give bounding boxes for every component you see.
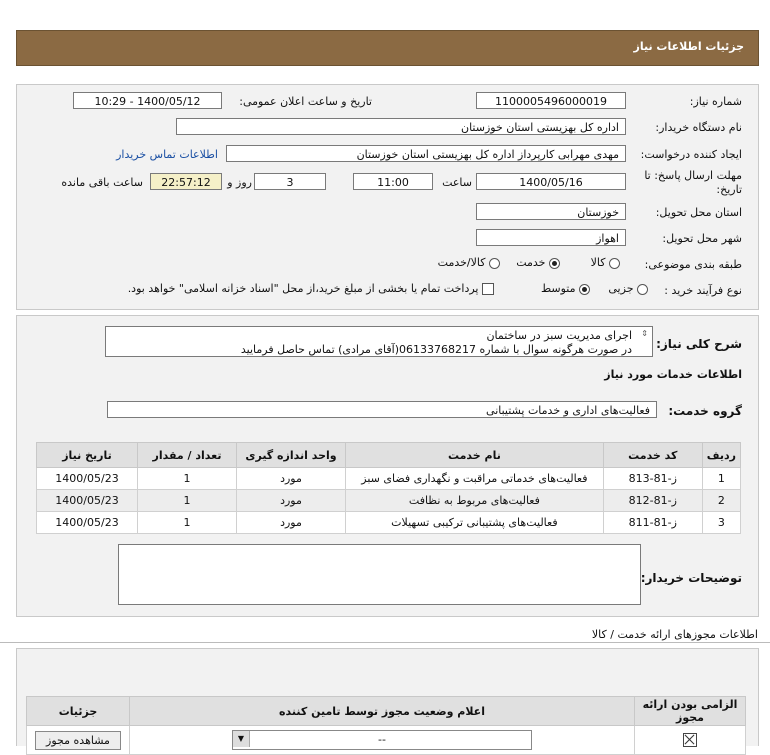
service-group-label: گروه خدمت: bbox=[668, 404, 742, 418]
row-index: 2 bbox=[702, 490, 740, 512]
row-date: 1400/05/23 bbox=[37, 512, 138, 534]
row-qty: 1 bbox=[138, 468, 237, 490]
category-service-label: خدمت bbox=[516, 256, 546, 269]
col-unit: واحد اندازه گیری bbox=[237, 443, 346, 468]
general-line-2: در صورت هرگونه سوال با شماره 06133768217(آقای مرادی) تماس حاصل فرمایید bbox=[240, 343, 632, 356]
need-number-label: شماره نیاز: bbox=[689, 95, 742, 108]
services-section-title: اطلاعات خدمات مورد نیاز bbox=[604, 368, 742, 381]
process-option-medium[interactable] bbox=[541, 282, 590, 295]
buyer-contact-link[interactable]: اطلاعات تماس خریدار bbox=[116, 148, 218, 161]
process-minor-label: جزیی bbox=[608, 282, 634, 295]
process-option-minor[interactable] bbox=[608, 282, 648, 295]
announce-label: تاریخ و ساعت اعلان عمومی: bbox=[239, 95, 372, 108]
row-name: فعالیت‌های خدماتی مراقبت و نگهداری فضای سبز bbox=[346, 468, 604, 490]
row-code: ز-81-811 bbox=[603, 512, 702, 534]
page-title: جزئیات اطلاعات نیاز bbox=[633, 40, 744, 53]
services-table-header bbox=[37, 443, 741, 468]
col-qty: تعداد / مقدار bbox=[138, 443, 237, 468]
permit-status-cell bbox=[130, 726, 635, 755]
col-code: کد خدمت bbox=[603, 443, 702, 468]
row-date: 1400/05/23 bbox=[37, 468, 138, 490]
permit-required-cell bbox=[635, 726, 746, 755]
buyer-label: نام دستگاه خریدار: bbox=[655, 121, 742, 134]
permit-details-cell bbox=[27, 726, 130, 755]
col-name: نام خدمت bbox=[346, 443, 604, 468]
row-index: 1 bbox=[702, 468, 740, 490]
table-row bbox=[37, 490, 741, 512]
row-unit: مورد bbox=[237, 468, 346, 490]
requester-label: ایجاد کننده درخواست: bbox=[640, 148, 742, 161]
category-goods-label: کالا bbox=[590, 256, 606, 269]
buyer-notes-label: توضیحات خریدار: bbox=[640, 571, 742, 585]
remaining-label: ساعت باقی مانده bbox=[61, 176, 143, 189]
row-code: ز-81-813 bbox=[603, 468, 702, 490]
buyer-notes-box bbox=[118, 544, 641, 605]
scroll-arrows-icon[interactable]: ⇕ bbox=[641, 329, 648, 338]
col-permit-required: الزامی بودن ارائه مجوز bbox=[635, 697, 746, 726]
province-label: استان محل تحویل: bbox=[655, 206, 742, 219]
col-permit-details: جزئیات bbox=[27, 697, 130, 726]
deadline-time-label: ساعت bbox=[442, 176, 472, 189]
col-date: تاریخ نیاز bbox=[37, 443, 138, 468]
general-line-1: اجرای مدیریت سبز در ساختمان bbox=[486, 329, 632, 342]
service-group-field: فعالیت‌های اداری و خدمات پشتیبانی bbox=[107, 401, 657, 418]
table-row bbox=[37, 512, 741, 534]
services-table bbox=[36, 442, 741, 534]
row-date: 1400/05/23 bbox=[37, 490, 138, 512]
treasury-payment-option[interactable] bbox=[128, 282, 494, 295]
days-remaining-field: 3 bbox=[254, 173, 326, 190]
category-option-goods[interactable] bbox=[591, 256, 620, 269]
general-description-box bbox=[105, 326, 653, 357]
category-service-radio[interactable] bbox=[549, 258, 560, 269]
remaining-time-field: 22:57:12 bbox=[150, 173, 222, 190]
category-label: طبقه بندی موضوعی: bbox=[644, 258, 742, 271]
process-label: نوع فرآیند خرید : bbox=[664, 284, 742, 297]
process-medium-radio[interactable] bbox=[579, 284, 590, 295]
treasury-checkbox[interactable] bbox=[482, 283, 494, 295]
deadline-label: مهلت ارسال پاسخ: تا تاریخ: bbox=[644, 169, 742, 196]
divider bbox=[0, 642, 770, 643]
buyer-field: اداره کل بهزیستی استان خوزستان bbox=[176, 118, 626, 135]
category-option-both[interactable] bbox=[438, 256, 500, 269]
row-unit: مورد bbox=[237, 490, 346, 512]
col-permit-status: اعلام وضعیت مجوز توسط تامین کننده bbox=[130, 697, 635, 726]
province-field: خوزستان bbox=[476, 203, 626, 220]
row-code: ز-81-812 bbox=[603, 490, 702, 512]
row-index: 3 bbox=[702, 512, 740, 534]
permit-row bbox=[27, 726, 746, 755]
permit-status-value: -- bbox=[378, 733, 386, 746]
category-both-label: کالا/خدمت bbox=[437, 256, 486, 269]
deadline-date-field: 1400/05/16 bbox=[476, 173, 626, 190]
row-name: فعالیت‌های پشتیبانی ترکیبی تسهیلات bbox=[346, 512, 604, 534]
permits-table-header bbox=[27, 697, 746, 726]
permit-status-select[interactable] bbox=[232, 730, 532, 750]
process-medium-label: متوسط bbox=[540, 282, 576, 295]
city-label: شهر محل تحویل: bbox=[662, 232, 742, 245]
category-both-radio[interactable] bbox=[489, 258, 500, 269]
table-row bbox=[37, 468, 741, 490]
category-option-service[interactable] bbox=[516, 256, 560, 269]
days-label: روز و bbox=[227, 176, 252, 189]
deadline-time-field: 11:00 bbox=[353, 173, 433, 190]
permits-table bbox=[26, 696, 746, 755]
permits-title: اطلاعات مجوزهای ارائه خدمت / کالا bbox=[591, 628, 758, 641]
need-number-field: 1100005496000019 bbox=[476, 92, 626, 109]
treasury-note: پرداخت تمام یا بخشی از مبلغ خرید،از محل "اسناد خزانه اسلامی" خواهد بود. bbox=[127, 282, 479, 295]
row-qty: 1 bbox=[138, 512, 237, 534]
process-minor-radio[interactable] bbox=[637, 284, 648, 295]
col-row: ردیف bbox=[702, 443, 740, 468]
view-permit-button[interactable]: مشاهده مجوز bbox=[35, 731, 121, 750]
general-label: شرح کلی نیاز: bbox=[656, 337, 742, 351]
row-unit: مورد bbox=[237, 512, 346, 534]
row-qty: 1 bbox=[138, 490, 237, 512]
page-header bbox=[16, 30, 759, 66]
city-field: اهواز bbox=[476, 229, 626, 246]
requester-field: مهدی مهرابی کارپرداز اداره کل بهزیستی استان خوزستان bbox=[226, 145, 626, 162]
chevron-down-icon[interactable]: ▼ bbox=[233, 731, 250, 747]
announce-field: 1400/05/12 - 10:29 bbox=[73, 92, 222, 109]
row-name: فعالیت‌های مربوط به نظافت bbox=[346, 490, 604, 512]
category-goods-radio[interactable] bbox=[609, 258, 620, 269]
